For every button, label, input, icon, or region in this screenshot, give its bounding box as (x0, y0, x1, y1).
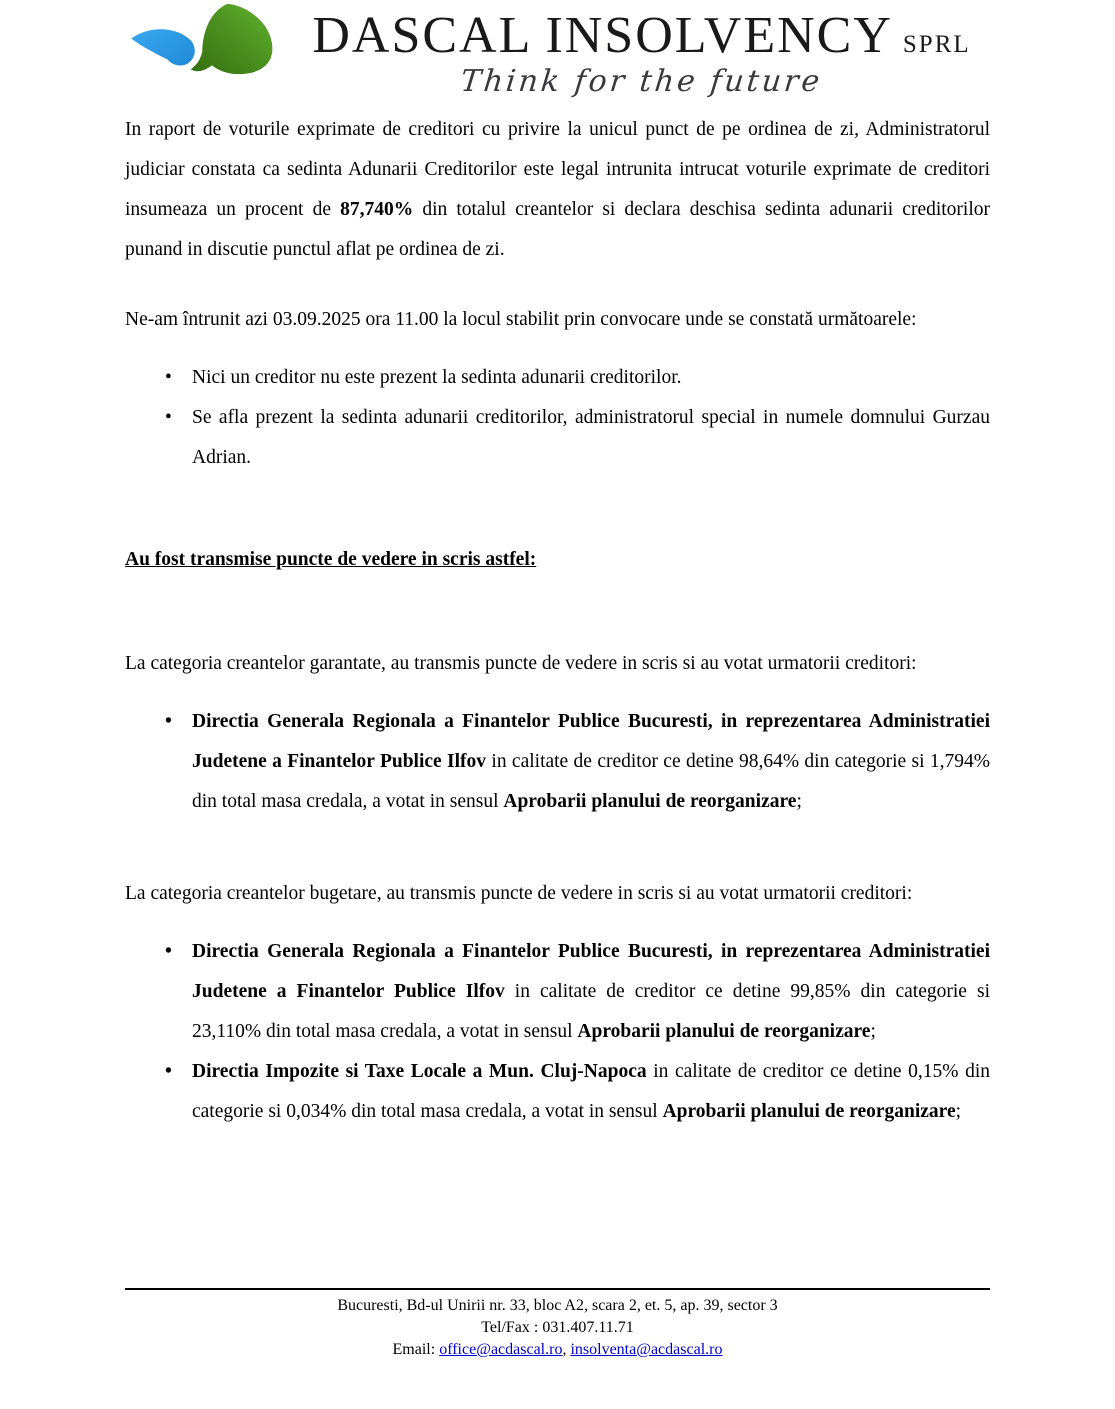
vote-result: Aprobarii planului de reorganizare (503, 791, 797, 812)
page-footer (125, 1288, 990, 1361)
bugetare-creditor-2 (192, 1052, 990, 1132)
footer-email-link-office[interactable]: office@acdascal.ro (439, 1341, 563, 1358)
footer-email-link-insolventa[interactable]: insolventa@acdascal.ro (570, 1341, 723, 1358)
footer-telfax: Tel/Fax : 031.407.11.71 (481, 1319, 634, 1336)
bullet-icon: • (165, 941, 172, 962)
meeting-bullet-1: Nici un creditor nu este prezent la sedinta adunarii creditorilor. (192, 367, 682, 388)
creditor-detail: in calitate de creditor ce detine 99,85% din categorie si 23,110% din total masa credala, a votat in sensul (192, 981, 990, 1042)
footer-email-separator: , (562, 1341, 571, 1358)
creditor-detail-end: ; (796, 791, 802, 812)
creditor-name: Directia Generala Regionala a Finantelor Publice Bucuresti, in reprezentarea Administratiei Judetene a Finantelor Publice Ilfov (192, 941, 990, 1002)
creditor-detail: in calitate de creditor ce detine 98,64% din categorie si 1,794% din total masa credala, a votat in sensul (192, 751, 990, 812)
intro-text-2: din totalul creantelor si declara deschisa sedinta adunarii creditorilor punand in discutie punctul aflat pe ordinea de zi. (125, 199, 991, 260)
brand-block (293, 0, 990, 99)
footer-email-label: Email: (392, 1341, 440, 1358)
document-body (125, 110, 990, 1132)
vote-result: Aprobarii planului de reorganizare (662, 1101, 956, 1122)
bullet-icon: • (165, 367, 172, 388)
paragraph-meeting: Ne-am întrunit azi 03.09.2025 ora 11.00 la locul stabilit prin convocare unde se constată următoarele: (125, 309, 917, 330)
bullet-icon: • (165, 407, 172, 428)
company-tagline: Think for the future (458, 64, 825, 99)
list-item (125, 358, 990, 398)
list-item (125, 932, 990, 1052)
logo-blue-wave (131, 29, 195, 65)
company-logo-icon (125, 2, 293, 98)
list-item (125, 398, 990, 478)
vote-result: Aprobarii planului de reorganizare (577, 1021, 871, 1042)
list-item (125, 702, 990, 822)
bugetare-bullet-list (125, 932, 990, 1132)
company-suffix: SPRL (902, 31, 971, 58)
garantate-bullet-list (125, 702, 990, 822)
paragraph-garantate-intro: La categoria creantelor garantate, au transmis puncte de vedere in scris si au votat urmatorii creditori: (125, 653, 917, 674)
intro-percent: 87,740% (340, 199, 414, 220)
paragraph-intro (125, 110, 990, 270)
bugetare-creditor-1 (192, 932, 990, 1052)
creditor-detail: in calitate de creditor ce detine 0,15% din categorie si 0,034% din total masa credala, a votat in sensul (192, 1061, 990, 1122)
logo-green-leaf (191, 4, 273, 74)
list-item (125, 1052, 990, 1132)
footer-address: Bucuresti, Bd-ul Unirii nr. 33, bloc A2, scara 2, et. 5, ap. 39, sector 3 (337, 1297, 778, 1314)
creditor-detail-end: ; (955, 1101, 962, 1122)
section-heading-text: Au fost transmise puncte de vedere in scris astfel: (125, 549, 537, 570)
bullet-icon: • (165, 1061, 172, 1082)
intro-text-1: In raport de voturile exprimate de creditori cu privire la unicul punct de pe ordinea de zi, Administratorul judiciar constata ca sedinta Adunarii Creditorilor este legal intrunita intrucat voturile exprimate de creditori insumeaza un procent de (125, 119, 990, 220)
creditor-detail-end: ; (870, 1021, 876, 1042)
meeting-bullet-list (125, 358, 990, 478)
company-name: DASCAL INSOLVENCY (312, 7, 893, 64)
footer-email-line (125, 1339, 990, 1361)
garantate-creditor (192, 702, 990, 822)
letterhead (125, 0, 990, 102)
section-heading (125, 540, 990, 580)
creditor-name: Directia Impozite si Taxe Locale a Mun. Cluj-Napoca (192, 1061, 647, 1082)
bullet-icon: • (165, 711, 172, 732)
creditor-name: Directia Generala Regionala a Finantelor Publice Bucuresti, in reprezentarea Administratiei Judetene a Finantelor Publice Ilfov (192, 711, 990, 772)
meeting-bullet-2: Se afla prezent la sedinta adunarii creditorilor, administratorul special in numele domnului Gurzau Adrian. (192, 407, 990, 468)
paragraph-bugetare-intro: La categoria creantelor bugetare, au transmis puncte de vedere in scris si au votat urmatorii creditori: (125, 883, 913, 904)
